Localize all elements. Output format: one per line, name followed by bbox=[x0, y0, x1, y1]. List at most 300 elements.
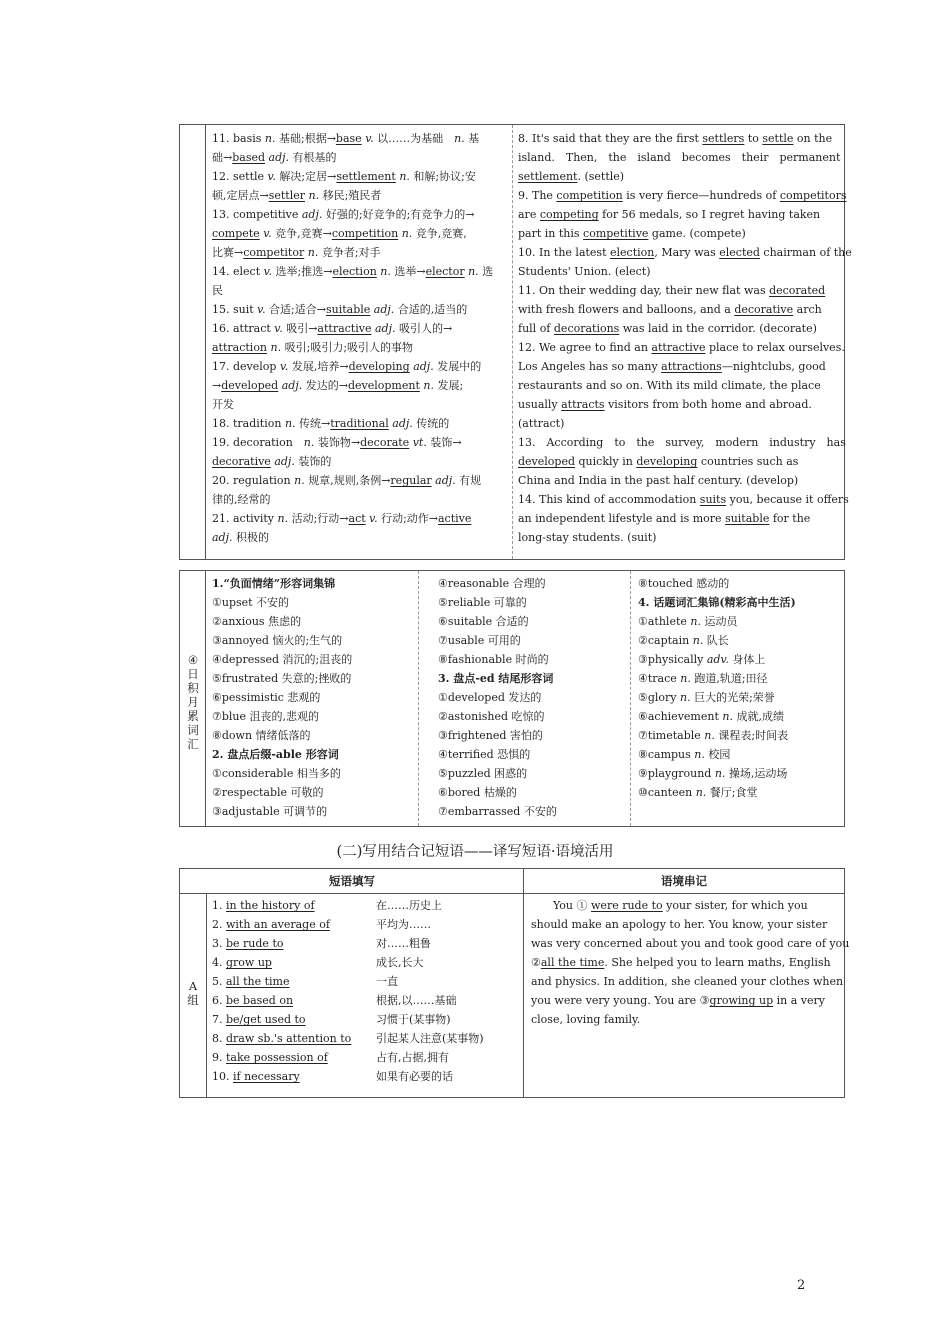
text-run: Los Angeles has so many bbox=[518, 360, 662, 373]
phrases-header-right: 语境串记 bbox=[661, 874, 707, 888]
text-run: close, loving family. bbox=[531, 1013, 641, 1026]
text-run: 14. elect bbox=[212, 265, 264, 278]
phrase-answer: if necessary bbox=[233, 1070, 300, 1083]
text-line bbox=[638, 783, 842, 802]
phrase-meaning: 在……历史上 bbox=[376, 899, 442, 912]
text-run: ⑩canteen bbox=[638, 786, 696, 799]
text-run: China and India in the past half century. (develop) bbox=[518, 474, 799, 487]
text-line bbox=[638, 593, 842, 612]
phrase-answer: in the history of bbox=[226, 899, 315, 912]
text-line bbox=[212, 281, 508, 300]
phrase-row bbox=[212, 1010, 518, 1029]
text-line bbox=[212, 745, 412, 764]
text-line bbox=[212, 224, 508, 243]
text-run: countries such as bbox=[697, 455, 799, 468]
text-run: 好强的;好竞争的;有竞争力的→ bbox=[322, 208, 475, 221]
text-line bbox=[518, 167, 840, 186]
text-line bbox=[438, 783, 628, 802]
text-run: 1.“负面情绪”形容词集锦 bbox=[212, 577, 336, 590]
text-line bbox=[438, 612, 628, 631]
text-run: 发展,培养→ bbox=[288, 360, 349, 373]
text-line bbox=[212, 414, 508, 433]
answer-blank: suits bbox=[699, 493, 727, 506]
text-run: 有根基的 bbox=[289, 151, 337, 164]
daily-side-label: ④ 日 积 月 累 词 汇 bbox=[187, 653, 199, 751]
text-run: on the bbox=[793, 132, 833, 145]
text-run: for the bbox=[769, 512, 811, 525]
text-run: 成就,成绩 bbox=[732, 710, 784, 723]
answer-blank: attractive bbox=[317, 322, 372, 335]
text-run: ④reasonable 合理的 bbox=[438, 577, 546, 590]
text-run: adj. bbox=[392, 417, 413, 430]
text-line bbox=[212, 167, 508, 186]
text-line bbox=[518, 186, 847, 205]
text-line bbox=[212, 509, 508, 528]
text-line bbox=[638, 650, 842, 669]
answer-blank: compete bbox=[212, 227, 260, 240]
text-run: adv. bbox=[706, 653, 729, 666]
answer-blank: settlement bbox=[518, 170, 578, 183]
answer-blank: competing bbox=[539, 208, 599, 221]
text-run: 11. basis bbox=[212, 132, 265, 145]
text-run: 装饰→ bbox=[426, 436, 462, 449]
phrase-meaning: 对……粗鲁 bbox=[376, 937, 431, 950]
text-run: 传统的 bbox=[412, 417, 450, 430]
text-line bbox=[518, 376, 840, 395]
phrase-row bbox=[212, 915, 518, 934]
phrase-number: 5. bbox=[212, 975, 226, 988]
text-run: 19. decoration bbox=[212, 436, 304, 449]
answer-blank: developed bbox=[518, 455, 576, 468]
text-run: 运动员 bbox=[700, 615, 738, 628]
text-run: n. bbox=[303, 436, 315, 449]
text-run: island. Then, the island becomes their permanent bbox=[518, 151, 841, 164]
text-line bbox=[212, 726, 412, 745]
text-run: 合适;适合→ bbox=[265, 303, 326, 316]
answer-blank: suitable bbox=[725, 512, 770, 525]
answer-blank: attractive bbox=[651, 341, 706, 354]
text-line bbox=[212, 300, 508, 319]
text-run: . (settle) bbox=[577, 170, 625, 183]
section-heading: (二)写用结合记短语——译写短语·语境活用 bbox=[336, 844, 614, 860]
text-run: 操场,运动场 bbox=[725, 767, 788, 780]
vocab-left-column bbox=[212, 129, 508, 547]
text-run: 校园 bbox=[704, 748, 731, 761]
text-run: in a very bbox=[773, 994, 826, 1007]
text-run: ⑦embarrassed 不安的 bbox=[438, 805, 557, 818]
answer-blank: settle bbox=[762, 132, 794, 145]
answer-blank: competitors bbox=[779, 189, 847, 202]
answer-blank: growing up bbox=[709, 994, 774, 1007]
daily-column-3 bbox=[638, 574, 842, 802]
text-run: ④depressed 消沉的;沮丧的 bbox=[212, 653, 353, 666]
text-run: long-stay students. (suit) bbox=[518, 531, 657, 544]
text-run: 竞争,竞赛→ bbox=[271, 227, 332, 240]
text-line bbox=[438, 669, 628, 688]
text-line bbox=[638, 726, 842, 745]
text-run: 课程表;时间表 bbox=[714, 729, 789, 742]
text-line bbox=[212, 764, 412, 783]
text-line bbox=[638, 612, 842, 631]
text-run: for 56 medals, so I regret having taken bbox=[598, 208, 821, 221]
text-run: 基础;根据→ bbox=[275, 132, 336, 145]
text-line bbox=[212, 688, 412, 707]
phrase-meaning: 占有,占据,拥有 bbox=[376, 1051, 449, 1064]
vocab-box bbox=[179, 124, 852, 560]
text-run: arch bbox=[793, 303, 822, 316]
group-label: A 组 bbox=[187, 979, 199, 1007]
answer-blank: base bbox=[335, 132, 362, 145]
phrase-answer: grow up bbox=[226, 956, 272, 969]
text-run: 4. 话题词汇集锦(精彩高中生活) bbox=[638, 596, 796, 609]
text-run: ②respectable 可敬的 bbox=[212, 786, 324, 799]
text-run: to bbox=[744, 132, 763, 145]
answer-blank: elector bbox=[425, 265, 465, 278]
text-run: 11. On their wedding day, their new flat was bbox=[518, 284, 770, 297]
text-run: 竞争,竞赛, bbox=[412, 227, 467, 240]
text-line bbox=[438, 650, 628, 669]
answer-blank: decorated bbox=[769, 284, 826, 297]
text-run: adj. bbox=[268, 151, 290, 164]
phrase-number: 4. bbox=[212, 956, 226, 969]
text-line bbox=[212, 148, 508, 167]
text-run: n. bbox=[380, 265, 391, 278]
text-run: ③adjustable 可调节的 bbox=[212, 805, 328, 818]
answer-blank: developing bbox=[636, 455, 698, 468]
text-run: 餐厅;食堂 bbox=[706, 786, 758, 799]
text-line bbox=[212, 205, 508, 224]
text-line bbox=[212, 631, 412, 650]
text-run: n. bbox=[468, 265, 479, 278]
daily-vocab-box bbox=[179, 570, 845, 827]
text-run: v. bbox=[279, 360, 289, 373]
text-run: n. bbox=[270, 341, 282, 354]
text-line bbox=[212, 243, 508, 262]
text-line bbox=[638, 631, 842, 650]
text-run: 顿,定居点→ bbox=[212, 189, 269, 202]
text-run: restaurants and so on. With its mild climate, the place bbox=[518, 379, 821, 392]
phrase-number: 9. bbox=[212, 1051, 226, 1064]
text-line bbox=[212, 612, 412, 631]
text-run: visitors from both home and abroad. bbox=[604, 398, 812, 411]
text-run: 规章,规则,条例→ bbox=[304, 474, 391, 487]
text-line bbox=[438, 688, 628, 707]
text-run: quickly in bbox=[575, 455, 637, 468]
text-run: ⑦timetable bbox=[638, 729, 705, 742]
answer-blank: competition bbox=[331, 227, 399, 240]
answer-blank: based bbox=[232, 151, 266, 164]
text-run: v. bbox=[263, 227, 272, 240]
phrase-answer: be/get used to bbox=[226, 1013, 306, 1026]
phrase-meaning: 习惯于(某事物) bbox=[376, 1013, 451, 1026]
vocab-side-column bbox=[180, 125, 206, 559]
text-run: ⑦usable 可用的 bbox=[438, 634, 521, 647]
answer-blank: settler bbox=[268, 189, 306, 202]
answer-blank: competitive bbox=[583, 227, 649, 240]
text-run: 20. regulation bbox=[212, 474, 295, 487]
text-run: 选举→ bbox=[390, 265, 426, 278]
phrase-number: 2. bbox=[212, 918, 226, 931]
text-run: n. bbox=[714, 767, 726, 780]
text-line bbox=[212, 338, 508, 357]
text-line bbox=[212, 783, 412, 802]
text-line bbox=[212, 593, 412, 612]
text-run: 15. suit bbox=[212, 303, 258, 316]
text-line bbox=[518, 224, 840, 243]
text-line bbox=[518, 528, 840, 547]
text-run: you, because it offers bbox=[726, 493, 849, 506]
text-run: n. bbox=[264, 132, 276, 145]
text-run: place to relax ourselves. bbox=[705, 341, 845, 354]
text-run: 础→ bbox=[212, 151, 233, 164]
text-run: 队长 bbox=[703, 634, 729, 647]
text-run: 发达的→ bbox=[302, 379, 348, 392]
text-line bbox=[518, 129, 840, 148]
text-run: ⑥achievement bbox=[638, 710, 723, 723]
text-line bbox=[212, 262, 508, 281]
text-run: —nightclubs, good bbox=[721, 360, 826, 373]
text-run: 巨大的光荣;荣誉 bbox=[690, 691, 775, 704]
text-line bbox=[438, 726, 628, 745]
text-run: 身体上 bbox=[728, 653, 766, 666]
answer-blank: decorative bbox=[734, 303, 794, 316]
phrase-answer: be based on bbox=[226, 994, 294, 1007]
text-run: ⑥pessimistic 悲观的 bbox=[212, 691, 321, 704]
text-run: you were very young. You are ③ bbox=[531, 994, 710, 1007]
text-run: chairman of the bbox=[759, 246, 852, 259]
text-line bbox=[212, 186, 508, 205]
text-run: 基 bbox=[464, 132, 480, 145]
text-line bbox=[638, 669, 842, 688]
text-run: n. bbox=[704, 729, 715, 742]
answer-blank: settlement bbox=[336, 170, 396, 183]
phrase-row bbox=[212, 896, 518, 915]
text-run: ⑧fashionable 时尚的 bbox=[438, 653, 549, 666]
text-run: 移民;殖民者 bbox=[319, 189, 382, 202]
text-run: 21. activity bbox=[212, 512, 278, 525]
text-run: 比赛→ bbox=[212, 246, 244, 259]
text-line bbox=[438, 707, 628, 726]
text-line bbox=[212, 650, 412, 669]
text-run: (attract) bbox=[518, 417, 565, 430]
text-run: n. bbox=[692, 634, 704, 647]
text-run: ⑤glory bbox=[638, 691, 681, 704]
phrase-number: 10. bbox=[212, 1070, 233, 1083]
text-line bbox=[212, 802, 412, 821]
text-run: ②astonished 吃惊的 bbox=[438, 710, 545, 723]
answer-blank: settlers bbox=[702, 132, 745, 145]
text-run: 18. tradition bbox=[212, 417, 285, 430]
text-run: v. bbox=[263, 265, 273, 278]
text-line bbox=[638, 574, 842, 593]
phrases-header-left: 短语填写 bbox=[329, 874, 375, 888]
text-line bbox=[438, 764, 628, 783]
text-line bbox=[518, 471, 840, 490]
text-line bbox=[518, 395, 840, 414]
text-line bbox=[518, 490, 849, 509]
text-run: n. bbox=[277, 512, 289, 525]
text-run: ①developed 发达的 bbox=[438, 691, 542, 704]
text-line bbox=[531, 1010, 843, 1029]
text-line bbox=[212, 319, 508, 338]
text-run: is very fierce—hundreds of bbox=[622, 189, 780, 202]
text-run: ⑧campus bbox=[638, 748, 695, 761]
text-line bbox=[438, 593, 628, 612]
text-line bbox=[518, 319, 840, 338]
text-line bbox=[212, 129, 508, 148]
text-run: v. bbox=[369, 512, 378, 525]
text-run: 开发 bbox=[212, 398, 234, 411]
phrase-row bbox=[212, 972, 518, 991]
text-run: n. bbox=[423, 379, 434, 392]
answer-blank: development bbox=[347, 379, 420, 392]
text-run: 解决;定居→ bbox=[275, 170, 337, 183]
phrase-answer: all the time bbox=[226, 975, 290, 988]
context-paragraph bbox=[531, 896, 850, 1029]
text-line bbox=[212, 528, 508, 547]
text-run: ⑥bored 枯燥的 bbox=[438, 786, 517, 799]
text-run: n. bbox=[454, 132, 465, 145]
text-run: n. bbox=[308, 189, 320, 202]
text-line bbox=[531, 991, 843, 1010]
text-line bbox=[212, 471, 508, 490]
text-run: v. bbox=[365, 132, 374, 145]
text-run: 2. 盘点后缀-able 形容词 bbox=[212, 748, 339, 761]
text-run: game. (compete) bbox=[648, 227, 746, 240]
text-run: 装饰的 bbox=[294, 455, 332, 468]
text-run: 9. The bbox=[518, 189, 557, 202]
text-run: ⑤puzzled 困惑的 bbox=[438, 767, 528, 780]
phrase-row bbox=[212, 1048, 518, 1067]
answer-blank: developed bbox=[221, 379, 279, 392]
text-run: 发展; bbox=[433, 379, 464, 392]
text-run: ②captain bbox=[638, 634, 693, 647]
text-run: ④terrified 恐惧的 bbox=[438, 748, 531, 761]
text-line bbox=[518, 300, 840, 319]
text-line bbox=[638, 745, 842, 764]
text-run: v. bbox=[257, 303, 266, 316]
text-run: → bbox=[212, 379, 222, 392]
text-line bbox=[518, 281, 840, 300]
text-line bbox=[531, 934, 850, 953]
daily-column-1 bbox=[212, 574, 412, 821]
vocab-divider bbox=[512, 125, 513, 559]
answer-blank: attracts bbox=[561, 398, 605, 411]
answer-blank: traditional bbox=[330, 417, 389, 430]
text-run: v. bbox=[274, 322, 283, 335]
answer-blank: attractions bbox=[661, 360, 722, 373]
phrase-row bbox=[212, 934, 518, 953]
text-run: ② bbox=[531, 956, 541, 969]
text-run: n. bbox=[294, 474, 305, 487]
text-line bbox=[638, 707, 842, 726]
phrase-answer: draw sb.'s attention to bbox=[226, 1032, 352, 1045]
text-run: ⑧touched 感动的 bbox=[638, 577, 730, 590]
text-run: 跑道,轨道;田径 bbox=[690, 672, 768, 685]
text-run: ⑦blue 沮丧的,悲观的 bbox=[212, 710, 320, 723]
text-run: 10. In the latest bbox=[518, 246, 610, 259]
answer-blank: regular bbox=[390, 474, 432, 487]
text-line bbox=[438, 574, 628, 593]
text-run: 吸引;吸引力;吸引人的事物 bbox=[281, 341, 414, 354]
answer-blank: competition bbox=[556, 189, 623, 202]
text-run: ②anxious 焦虑的 bbox=[212, 615, 302, 628]
page-number: 2 bbox=[797, 1278, 806, 1293]
text-run: adj. bbox=[212, 531, 233, 544]
text-run: 12. We agree to find an bbox=[518, 341, 652, 354]
text-run: your sister, for which you bbox=[662, 899, 808, 912]
answer-blank: elected bbox=[719, 246, 760, 259]
answer-blank: act bbox=[348, 512, 366, 525]
text-run: ④trace bbox=[638, 672, 681, 685]
text-run: 活动;行动→ bbox=[288, 512, 349, 525]
text-line bbox=[518, 357, 840, 376]
text-run: ⑤frustrated 失意的;挫败的 bbox=[212, 672, 352, 685]
text-run: 14. This kind of accommodation bbox=[518, 493, 700, 506]
text-run: ⑤reliable 可靠的 bbox=[438, 596, 527, 609]
text-line bbox=[531, 972, 843, 991]
phrase-meaning: 一直 bbox=[376, 975, 398, 988]
text-run: 吸引→ bbox=[282, 322, 318, 335]
text-run: adj. bbox=[301, 208, 323, 221]
text-run: 选举;推选→ bbox=[272, 265, 333, 278]
text-run: ⑥suitable 合适的 bbox=[438, 615, 529, 628]
daily-divider-1 bbox=[418, 571, 419, 826]
text-run: 律的,经常的 bbox=[212, 493, 271, 506]
text-line bbox=[518, 414, 840, 433]
text-run: full of bbox=[518, 322, 554, 335]
text-line bbox=[531, 915, 843, 934]
phrase-list bbox=[212, 896, 518, 1086]
text-line bbox=[518, 148, 840, 167]
answer-blank: were rude to bbox=[591, 899, 663, 912]
text-line bbox=[438, 802, 628, 821]
answer-blank: suitable bbox=[325, 303, 371, 316]
text-run: ③physically bbox=[638, 653, 707, 666]
text-line bbox=[531, 953, 843, 972]
text-line bbox=[518, 509, 840, 528]
text-run: 和解;协议;安 bbox=[409, 170, 476, 183]
text-run: n. bbox=[399, 170, 410, 183]
text-line bbox=[212, 452, 508, 471]
text-run: part in this bbox=[518, 227, 584, 240]
phrase-answer: be rude to bbox=[226, 937, 284, 950]
phrase-meaning: 根据,以……基础 bbox=[376, 994, 457, 1007]
text-run: n. bbox=[695, 786, 707, 799]
text-run: n. bbox=[401, 227, 413, 240]
text-line bbox=[212, 707, 412, 726]
daily-divider-2 bbox=[630, 571, 631, 826]
text-line bbox=[518, 262, 840, 281]
text-run: 3. 盘点-ed 结尾形容词 bbox=[438, 672, 554, 685]
text-line bbox=[212, 669, 412, 688]
text-line bbox=[518, 205, 840, 224]
text-run: , Mary was bbox=[654, 246, 720, 259]
text-line bbox=[638, 764, 842, 783]
phrase-meaning: 如果有必要的话 bbox=[376, 1070, 453, 1083]
text-run: n. bbox=[690, 615, 701, 628]
daily-column-2 bbox=[438, 574, 628, 821]
text-run: Students' Union. (elect) bbox=[518, 265, 651, 278]
text-line bbox=[531, 896, 843, 915]
text-run: adj. bbox=[373, 303, 395, 316]
text-run: ①athlete bbox=[638, 615, 691, 628]
text-line bbox=[212, 357, 508, 376]
phrases-box bbox=[179, 868, 850, 1098]
answer-blank: decorate bbox=[360, 436, 410, 449]
text-run: ①considerable 相当多的 bbox=[212, 767, 341, 780]
text-run: 16. attract bbox=[212, 322, 275, 335]
